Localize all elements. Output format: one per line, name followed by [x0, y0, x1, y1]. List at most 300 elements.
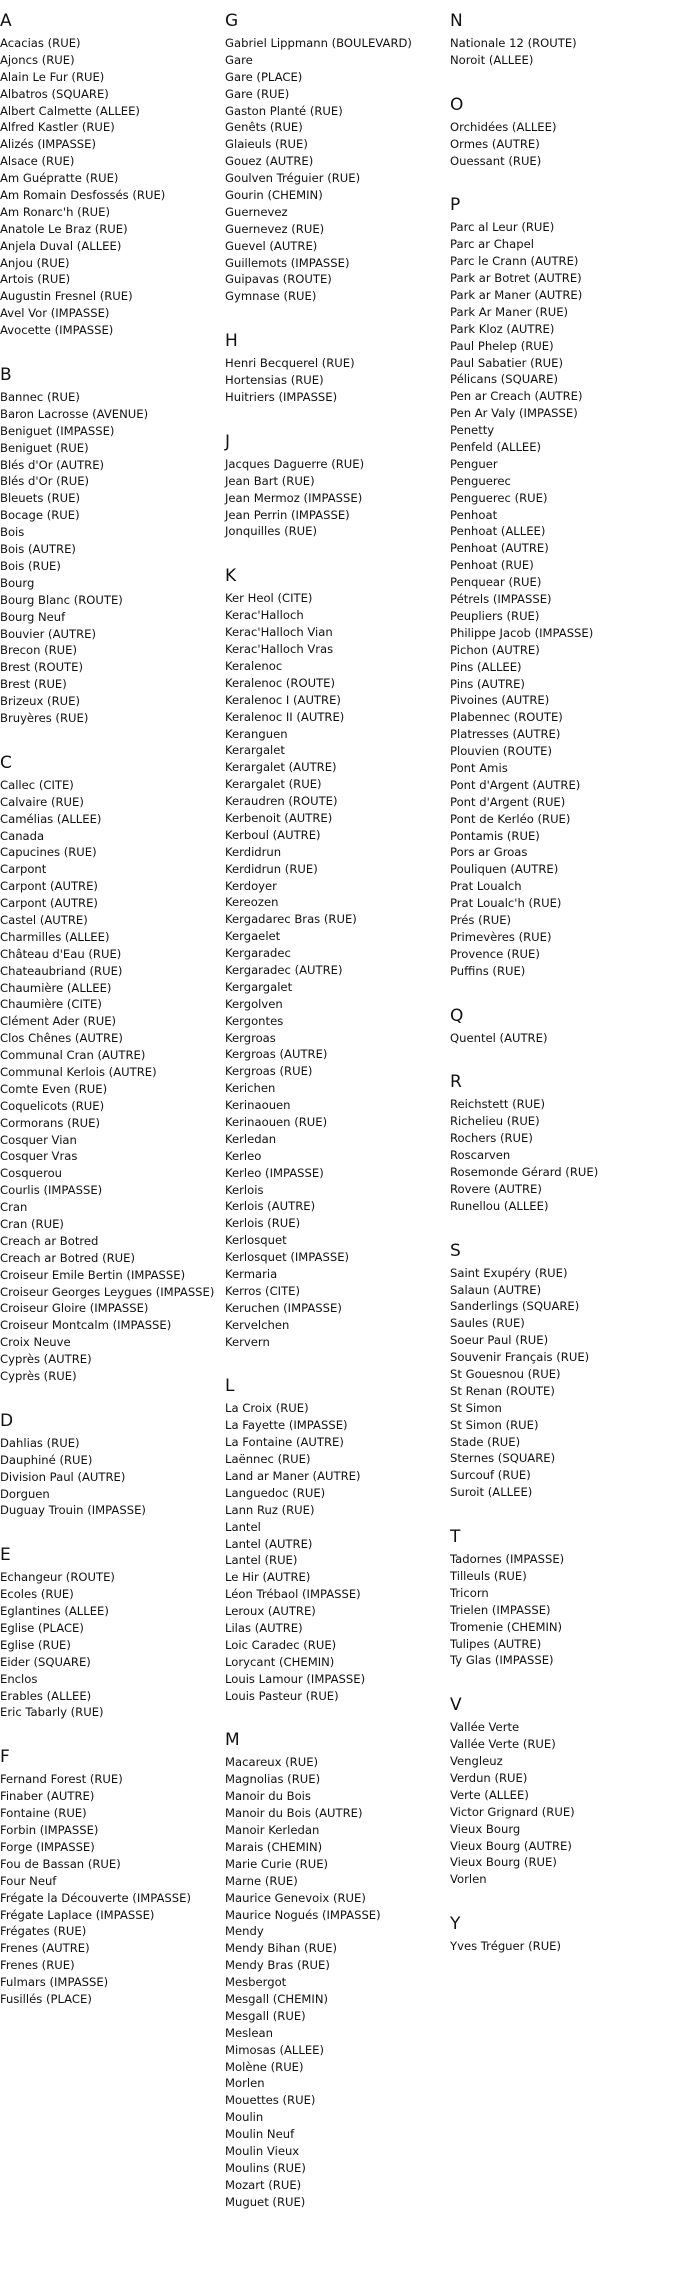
street-name: La Croix (RUE) [225, 1401, 309, 1416]
street-name: Pouliquen (AUTRE) [450, 862, 559, 877]
street-name: Jean Perrin (IMPASSE) [225, 507, 350, 522]
street-name: Kergaelet [225, 929, 281, 944]
street-name: Lantel (AUTRE) [225, 1536, 313, 1551]
street-name: Kergroas (RUE) [225, 1064, 313, 1079]
street-name: Penhoat [450, 507, 498, 522]
street-name: Capucines (RUE) [0, 845, 97, 860]
letter-section [0, 364, 220, 727]
street-name: Saint Exupéry (RUE) [450, 1265, 568, 1280]
street-name: Eglise (PLACE) [0, 1621, 84, 1636]
street-name: Macareux (RUE) [225, 1755, 319, 1770]
street-name: Moulin [225, 2110, 264, 2125]
street-name: Penhoat (AUTRE) [450, 541, 549, 556]
street-name: Courlis (IMPASSE) [0, 1183, 103, 1198]
street-name: Peupliers (RUE) [450, 608, 540, 623]
street-name: Bannec (RUE) [0, 390, 80, 405]
street-name: Fusillés (PLACE) [0, 1991, 92, 2006]
street-name: Rovere (AUTRE) [450, 1181, 542, 1196]
street-name: Chateaubriand (RUE) [0, 963, 123, 978]
street-name: Kerdoyer [225, 878, 277, 893]
street-name: Brecon (RUE) [0, 643, 78, 658]
street-name: Gaston Planté (RUE) [225, 103, 343, 118]
section-spacer [450, 1888, 670, 1913]
street-name: Kerac'Halloch Vian [225, 625, 333, 640]
street-name: Anatole Le Braz (RUE) [0, 221, 128, 236]
street-name: Mimosas (ALLEE) [225, 2042, 325, 2057]
street-name: Noroit (ALLEE) [450, 52, 534, 67]
street-name: Laënnec (RUE) [225, 1452, 311, 1467]
street-name: Frégate la Découverte (IMPASSE) [0, 1890, 192, 1905]
street-name: St Simon (RUE) [450, 1417, 539, 1432]
section-letter-heading: Y [450, 1914, 461, 1935]
street-name: Creach ar Botred [0, 1233, 99, 1248]
street-name: Eider (SQUARE) [0, 1654, 91, 1669]
street-name: Penhoat (RUE) [450, 558, 534, 573]
street-name: Frégates (RUE) [0, 1924, 87, 1939]
street-name: Penquear (RUE) [450, 575, 542, 590]
letter-section [450, 94, 670, 170]
street-name: Prat Loualch [450, 879, 522, 894]
street-name: Muguet (RUE) [225, 2194, 306, 2209]
street-name: Salaun (AUTRE) [450, 1282, 542, 1297]
street-name: Morlen [225, 2076, 265, 2091]
street-name: Pivoines (AUTRE) [450, 693, 550, 708]
street-name: Penguerec (RUE) [450, 490, 548, 505]
street-name: Mesbergot [225, 1975, 287, 1990]
street-name: Forbin (IMPASSE) [0, 1823, 99, 1838]
street-name: Vieux Bourg (RUE) [450, 1855, 557, 1870]
street-name: Duguay Trouin (IMPASSE) [0, 1503, 146, 1518]
street-name: Surcouf (RUE) [450, 1468, 531, 1483]
section-spacer [450, 169, 670, 194]
street-name: St Renan (ROUTE) [450, 1383, 555, 1398]
street-name: Jean Mermoz (IMPASSE) [225, 490, 363, 505]
street-name: Beniguet (RUE) [0, 440, 89, 455]
street-name: Manoir du Bois (AUTRE) [225, 1806, 363, 1821]
street-name: Maurice Nogués (IMPASSE) [225, 1907, 381, 1922]
street-name: Chaumière (CITE) [0, 997, 102, 1012]
street-name: Carpont (AUTRE) [0, 879, 98, 894]
street-name: Maurice Genevoix (RUE) [225, 1890, 366, 1905]
street-name: Pétrels (IMPASSE) [450, 592, 552, 607]
section-letter-heading: H [225, 331, 238, 352]
street-name: Vorlen [450, 1872, 487, 1887]
street-name: Vieux Bourg (AUTRE) [450, 1838, 572, 1853]
street-name: Kerledan [225, 1131, 277, 1146]
street-name: Verte (ALLEE) [450, 1787, 529, 1802]
section-spacer [0, 1519, 220, 1544]
section-spacer [0, 727, 220, 752]
letter-section [450, 1694, 670, 1888]
street-name: Kerinaouen (RUE) [225, 1114, 328, 1129]
street-name: La Fontaine (AUTRE) [225, 1435, 344, 1450]
street-name: Forge (IMPASSE) [0, 1839, 95, 1854]
street-name: Plouvien (ROUTE) [450, 744, 553, 759]
street-name: Suroit (ALLEE) [450, 1485, 533, 1500]
street-name: Kervern [225, 1334, 270, 1349]
street-name: Fulmars (IMPASSE) [0, 1975, 109, 1990]
street-name: Tricorn [450, 1585, 489, 1600]
street-name: Léon Trébaol (IMPASSE) [225, 1587, 361, 1602]
street-name: Penguerec [450, 473, 511, 488]
street-name: Platresses (AUTRE) [450, 727, 561, 742]
street-name: Pont d'Argent (AUTRE) [450, 777, 581, 792]
street-name: Provence (RUE) [450, 946, 540, 961]
section-letter-heading: R [450, 1072, 462, 1093]
street-name: Tulipes (AUTRE) [450, 1636, 542, 1651]
street-name: Kergaradec (AUTRE) [225, 962, 343, 977]
street-name: Manoir du Bois [225, 1789, 311, 1804]
street-name: Kerleo (IMPASSE) [225, 1165, 324, 1180]
street-name: Kerbenoit (AUTRE) [225, 810, 333, 825]
street-name: St Simon [450, 1400, 502, 1415]
street-name: Communal Cran (AUTRE) [0, 1048, 146, 1063]
street-name: Guillemots (IMPASSE) [225, 255, 350, 270]
section-spacer [450, 1669, 670, 1694]
letter-section [450, 1913, 670, 1955]
street-column [225, 10, 445, 2211]
street-name: Chaumière (ALLEE) [0, 980, 112, 995]
street-name: Carpont [0, 862, 47, 877]
street-name: Cyprès (AUTRE) [0, 1352, 92, 1367]
section-spacer [0, 1385, 220, 1410]
street-name: Ty Glas (IMPASSE) [450, 1653, 554, 1668]
street-name: Bourg [0, 575, 35, 590]
street-name: Eglise (RUE) [0, 1637, 71, 1652]
section-letter-heading: Q [450, 1005, 464, 1026]
street-name: Prat Loualc'h (RUE) [450, 896, 562, 911]
street-name: Vengleuz [450, 1754, 503, 1769]
street-name: Park ar Maner (AUTRE) [450, 288, 583, 303]
street-name: Ormes (AUTRE) [450, 136, 540, 151]
letter-section [225, 10, 445, 305]
street-name: Land ar Maner (AUTRE) [225, 1469, 361, 1484]
street-name: St Gouesnou (RUE) [450, 1367, 561, 1381]
section-spacer [0, 1721, 220, 1746]
street-name: Paul Sabatier (RUE) [450, 355, 564, 370]
street-name: Keralenoc II (AUTRE) [225, 709, 345, 724]
street-name: Louis Pasteur (RUE) [225, 1688, 339, 1703]
section-letter-heading: S [450, 1240, 461, 1261]
street-name: Calvaire (RUE) [0, 794, 84, 809]
letter-section [0, 10, 220, 339]
street-name: Kerlois (RUE) [225, 1216, 301, 1231]
street-name: Kerdidrun (RUE) [225, 861, 318, 876]
street-name: Philippe Jacob (IMPASSE) [450, 625, 594, 640]
street-name: Plabennec (ROUTE) [450, 710, 563, 725]
street-name: Henri Becquerel (RUE) [225, 356, 355, 371]
street-name: Comte Even (RUE) [0, 1081, 108, 1096]
street-name: Dahlias (RUE) [0, 1435, 80, 1450]
section-spacer [450, 1215, 670, 1240]
street-name: Eglantines (ALLEE) [0, 1604, 109, 1619]
street-name: Penetty [450, 423, 495, 438]
section-letter-heading: V [450, 1695, 462, 1716]
section-spacer [0, 339, 220, 364]
street-name: Vallée Verte [450, 1720, 520, 1735]
street-name: Yves Tréguer (RUE) [450, 1939, 562, 1954]
street-name: Kerlosquet [225, 1233, 287, 1248]
street-name: Alsace (RUE) [0, 154, 75, 169]
street-name: Kergaradec [225, 946, 291, 961]
street-name: Kergontes [225, 1013, 284, 1028]
section-letter-heading: G [225, 11, 239, 31]
street-name: Kerdidrun [225, 844, 282, 859]
street-name: Orchidées (ALLEE) [450, 119, 557, 134]
street-name: Croiseur Montcalm (IMPASSE) [0, 1318, 172, 1333]
letter-section [0, 1746, 220, 2007]
letter-section [225, 1729, 445, 2210]
street-name: Pont Amis [450, 760, 508, 775]
street-name: Kerichen [225, 1081, 276, 1096]
street-name: Château d'Eau (RUE) [0, 946, 122, 961]
street-name: Creach ar Botred (RUE) [0, 1250, 136, 1265]
street-name: Bourg Neuf [0, 609, 66, 624]
section-letter-heading: F [0, 1747, 10, 1768]
street-name: Ecoles (RUE) [0, 1587, 74, 1602]
street-name: Croiseur Gloire (IMPASSE) [0, 1301, 149, 1316]
street-name: Kerros (CITE) [225, 1283, 301, 1298]
street-name: Lorycant (CHEMIN) [225, 1654, 335, 1669]
section-spacer [225, 540, 445, 565]
street-name: Kereozen [225, 895, 279, 910]
street-name: Erables (ALLEE) [0, 1688, 92, 1703]
street-name: Augustin Fresnel (RUE) [0, 289, 133, 304]
street-name: Alfred Kastler (RUE) [0, 120, 115, 135]
street-name: Baron Lacrosse (AVENUE) [0, 406, 149, 421]
street-name: Roscarven [450, 1148, 511, 1163]
street-name: Nationale 12 (ROUTE) [450, 36, 577, 50]
street-name: Richelieu (RUE) [450, 1114, 540, 1129]
street-name: Coquelicots (RUE) [0, 1098, 105, 1113]
street-name: Puffins (RUE) [450, 963, 526, 978]
street-name: Cran [0, 1200, 28, 1215]
street-name: Magnolias (RUE) [225, 1772, 321, 1787]
letter-section [0, 752, 220, 1385]
street-name: Kergroas [225, 1030, 276, 1045]
street-name: Souvenir Français (RUE) [450, 1350, 590, 1365]
street-name: Kerboul (AUTRE) [225, 827, 321, 842]
street-name: La Fayette (IMPASSE) [225, 1418, 348, 1433]
street-name: Alain Le Fur (RUE) [0, 69, 105, 84]
street-name: Paul Phelep (RUE) [450, 338, 554, 353]
street-name: Canada [0, 828, 45, 843]
street-name: Pors ar Groas [450, 845, 528, 860]
street-name: Pins (AUTRE) [450, 676, 525, 691]
street-name: Ouessant (RUE) [450, 153, 542, 168]
street-name: Louis Lamour (IMPASSE) [225, 1671, 366, 1686]
street-name: Molène (RUE) [225, 2059, 304, 2074]
street-name: Kerinaouen [225, 1098, 291, 1113]
section-spacer [225, 305, 445, 330]
street-name: Keruchen (IMPASSE) [225, 1300, 342, 1315]
street-name: Moulin Neuf [225, 2127, 295, 2142]
letter-section [0, 1544, 220, 1721]
street-name: Primevères (RUE) [450, 929, 552, 944]
street-name: Verdun (RUE) [450, 1771, 528, 1786]
street-name: Mouettes (RUE) [225, 2093, 316, 2108]
street-name: Artois (RUE) [0, 272, 71, 287]
street-name: Jean Bart (RUE) [225, 473, 315, 488]
street-name: Gymnase (RUE) [225, 289, 317, 304]
letter-section [450, 1240, 670, 1501]
street-name: Loic Caradec (RUE) [225, 1637, 337, 1652]
street-name: Parc ar Chapel [450, 237, 534, 252]
street-name: Vallée Verte (RUE) [450, 1737, 556, 1752]
street-name: Lilas (AUTRE) [225, 1621, 303, 1636]
street-name: Moulin Vieux [225, 2143, 300, 2158]
street-name: Manoir Kerledan [225, 1823, 320, 1838]
street-name: Camélias (ALLEE) [0, 811, 102, 826]
section-spacer [450, 69, 670, 94]
street-name: Am Ronarc'h (RUE) [0, 204, 111, 219]
street-name: Croix Neuve [0, 1335, 71, 1350]
section-spacer [450, 1501, 670, 1526]
street-name: Am Guépratte (RUE) [0, 171, 119, 186]
street-name: Huitriers (IMPASSE) [225, 390, 338, 405]
street-name: Blés d'Or (RUE) [0, 474, 90, 489]
street-name: Clément Ader (RUE) [0, 1014, 117, 1029]
street-name: Kerargalet [225, 743, 285, 758]
street-name: Albatros (SQUARE) [0, 86, 109, 101]
street-name: Kerargalet (AUTRE) [225, 760, 337, 775]
street-name: Lann Ruz (RUE) [225, 1502, 315, 1517]
section-spacer [225, 1350, 445, 1375]
street-name: Bourg Blanc (ROUTE) [0, 592, 123, 607]
street-name: Acacias (RUE) [0, 36, 81, 50]
street-name: Park Ar Maner (RUE) [450, 304, 569, 319]
street-name: Genêts (RUE) [225, 120, 303, 135]
street-name: Goulven Tréguier (RUE) [225, 171, 361, 186]
street-name: Fernand Forest (RUE) [0, 1772, 123, 1787]
street-name: Trielen (IMPASSE) [450, 1602, 551, 1617]
street-name: Cosquer Vian [0, 1132, 77, 1147]
street-name: Keralenoc (ROUTE) [225, 675, 336, 690]
street-name: Keralenoc I (AUTRE) [225, 692, 341, 707]
street-name: Bleuets (RUE) [0, 491, 80, 506]
street-name: Blés d'Or (AUTRE) [0, 457, 105, 472]
street-name: Pen ar Creach (AUTRE) [450, 389, 583, 404]
street-name: Alizés (IMPASSE) [0, 137, 97, 152]
street-name: Saules (RUE) [450, 1316, 525, 1331]
street-name: Am Romain Desfossés (RUE) [0, 188, 166, 203]
street-name: Keraudren (ROUTE) [225, 794, 338, 809]
street-name: Croiseur Emile Bertin (IMPASSE) [0, 1267, 186, 1282]
street-name: Pont d'Argent (RUE) [450, 794, 566, 809]
street-name: Marie Curie (RUE) [225, 1856, 329, 1871]
street-name: Eric Tabarly (RUE) [0, 1705, 104, 1720]
street-name: Division Paul (AUTRE) [0, 1469, 126, 1484]
street-name: Le Hir (AUTRE) [225, 1570, 311, 1585]
letter-section [450, 10, 670, 69]
street-name: Kerargalet (RUE) [225, 777, 322, 792]
street-name: Kergargalet [225, 979, 293, 994]
street-name: Gouez (AUTRE) [225, 154, 314, 169]
street-name: Pen Ar Valy (IMPASSE) [450, 406, 578, 421]
street-name: Fou de Bassan (RUE) [0, 1856, 121, 1871]
section-spacer [450, 980, 670, 1005]
street-name: Cyprès (RUE) [0, 1369, 77, 1384]
street-name: Bois (AUTRE) [0, 542, 76, 557]
section-letter-heading: L [225, 1376, 235, 1397]
street-name: Park ar Botret (AUTRE) [450, 271, 582, 286]
street-name: Mendy Bras (RUE) [225, 1958, 330, 1973]
street-name: Cosquer Vras [0, 1149, 78, 1164]
street-name: Kerlois [225, 1182, 264, 1197]
street-name: Kerac'Halloch [225, 608, 304, 623]
section-letter-heading: K [225, 566, 237, 587]
street-name: Echangeur (ROUTE) [0, 1570, 115, 1585]
letter-section [450, 1005, 670, 1047]
street-name: Albert Calmette (ALLEE) [0, 103, 140, 118]
street-name: Cran (RUE) [0, 1217, 64, 1231]
street-name: Keranguen [225, 726, 288, 741]
street-name: Dauphiné (RUE) [0, 1452, 93, 1467]
street-name: Croiseur Georges Leygues (IMPASSE) [0, 1284, 215, 1299]
street-name: Quentel (AUTRE) [450, 1030, 548, 1045]
letter-section [450, 1526, 670, 1669]
street-name: Avel Vor (IMPASSE) [0, 306, 110, 321]
street-name: Kervelchen [225, 1317, 290, 1332]
street-column [0, 10, 220, 2008]
letter-section [225, 431, 445, 540]
street-name: Guernevez (RUE) [225, 221, 325, 236]
street-name: Penfeld (ALLEE) [450, 440, 542, 455]
street-name: Bouvier (AUTRE) [0, 626, 96, 641]
street-name: Brest (ROUTE) [0, 660, 83, 675]
street-name: Gare [225, 52, 253, 67]
street-name: Carpont (AUTRE) [0, 896, 98, 911]
street-name: Victor Grignard (RUE) [450, 1804, 575, 1819]
street-name: Stade (RUE) [450, 1434, 521, 1449]
street-name: Languedoc (RUE) [225, 1485, 326, 1500]
street-name: Park Kloz (AUTRE) [450, 321, 555, 336]
section-letter-heading: C [0, 752, 12, 773]
street-name: Bois [0, 525, 25, 540]
street-name: Lantel (RUE) [225, 1553, 298, 1568]
street-name: Dorguen [0, 1486, 50, 1501]
street-name: Frenes (AUTRE) [0, 1941, 90, 1956]
street-name: Mozart (RUE) [225, 2177, 302, 2192]
street-name: Guipavas (ROUTE) [225, 272, 332, 287]
letter-section [450, 1071, 670, 1214]
section-spacer [225, 406, 445, 431]
street-name: Fontaine (RUE) [0, 1806, 87, 1821]
street-name: Soeur Paul (RUE) [450, 1333, 549, 1348]
letter-section [225, 1375, 445, 1704]
street-name: Keralenoc [225, 658, 283, 673]
street-name: Kergroas (AUTRE) [225, 1047, 328, 1062]
street-name: Kermaria [225, 1267, 278, 1281]
section-letter-heading: O [450, 94, 464, 115]
street-name: Tadornes (IMPASSE) [450, 1552, 565, 1567]
street-name: Kergolven [225, 996, 283, 1011]
street-name: Gabriel Lippmann (BOULEVARD) [225, 36, 412, 50]
street-name: Lantel [225, 1519, 261, 1534]
street-name: Frenes (RUE) [0, 1958, 75, 1973]
section-spacer [225, 1704, 445, 1729]
street-name: Callec (CITE) [0, 777, 74, 792]
street-name: Parc le Crann (AUTRE) [450, 254, 579, 269]
section-letter-heading: A [0, 11, 12, 31]
street-name: Vieux Bourg [450, 1821, 521, 1836]
section-letter-heading: M [225, 1730, 240, 1751]
street-name: Ker Heol (CITE) [225, 591, 313, 606]
street-name: Kerlois (AUTRE) [225, 1199, 316, 1214]
street-name: Finaber (AUTRE) [0, 1789, 95, 1804]
street-name: Kerlosquet (IMPASSE) [225, 1250, 350, 1265]
section-letter-heading: B [0, 365, 12, 386]
